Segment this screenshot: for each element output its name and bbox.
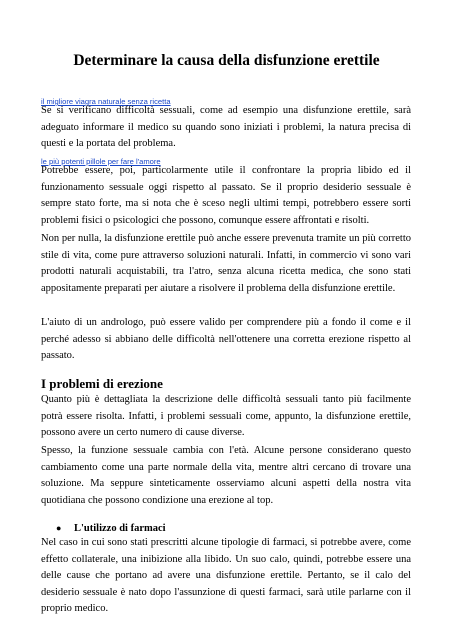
paragraph-descrizione: Quanto più è dettagliata la descrizione delle difficoltà sessuali tanto più facilmente potrà essere risolta. Infatti, i problemi sessuali come, appunto, la disfunzione erettile, possono avere un certo numero di cause diverse. bbox=[41, 394, 411, 439]
page-title: Determinare la causa della disfunzione erettile bbox=[73, 52, 380, 69]
bullet-item-farmaci bbox=[56, 521, 166, 536]
paragraph-farmaci: Nel caso in cui sono stati prescritti alcune tipologie di farmaci, si potrebbe avere, come effetto collaterale, una inibizione alla libido. Un suo calo, quindi, potrebbe essere una delle cause che portano ad avere una disfunzione erettile. Pertanto, se il calo del desiderio sessuale è nato dopo l'assunzione di questi farmaci, sarà utile parlarne con il proprio medico. bbox=[41, 537, 411, 615]
paragraph-intro: Se si verificano difficoltà sessuali, come ad esempio una disfunzione erettile, sarà adeguato informare il medico su quando sono iniziati i problemi, la natura precisa di questi e la portata del problema. bbox=[41, 105, 411, 150]
bullet-icon: ● bbox=[56, 523, 62, 533]
link-pillole[interactable]: le più potenti pillole per fare l'amore bbox=[41, 157, 161, 166]
paragraph-andrologo: L'aiuto di un andrologo, può essere valido per comprendere più a fondo il come e il perché adesso si abbiano delle difficoltà nell'ottenere una corretta erezione rispetto al passato. bbox=[41, 317, 411, 362]
link-viagra-naturale[interactable]: il migliore viagra naturale senza ricetta bbox=[41, 97, 171, 106]
bullet-heading: L'utilizzo di farmaci bbox=[74, 523, 166, 534]
paragraph-libido: Potrebbe essere, poi, particolarmente utile il confrontare la propria libido ed il funzionamento sessuale oggi rispetto al passato. Se il proprio desiderio sessuale è sempre stato forte, ma si nota che è sceso negli ultimi tempi, potrebbero essere sorti problemi fisici o psicologici che possono, comunque essere affrontati e risolti. bbox=[41, 165, 411, 226]
paragraph-prevenzione: Non per nulla, la disfunzione erettile può anche essere prevenuta tramite un più corretto stile di vita, come pure attraverso soluzioni naturali. Infatti, in commercio vi sono vari prodotti naturali acquistabili, tra l'atro, senza alcuna ricetta medica, che sono stati appositamente preparati per aiutare a risolvere il problema della disfunzione erettile. bbox=[41, 233, 411, 294]
section-heading-problemi: I problemi di erezione bbox=[41, 376, 163, 391]
paragraph-eta: Spesso, la funzione sessuale cambia con l'età. Alcune persone considerano questo cambiamento come una parte normale della vita, mentre altri cercano di trovare una soluzione. Ma seppure sinteticamente osserviamo alcuni aspetti della nostra vita quotidiana che possono condizione una erezione al top. bbox=[41, 445, 411, 506]
